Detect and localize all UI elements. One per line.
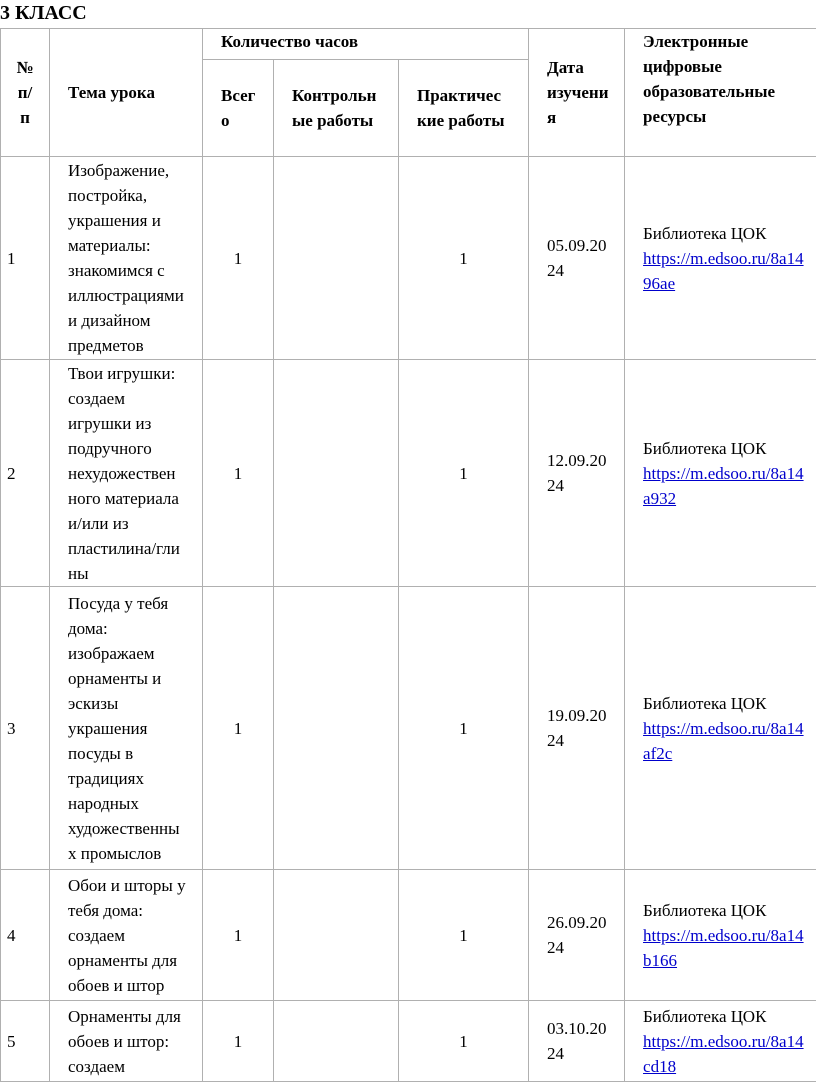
- row-resources: [625, 360, 816, 587]
- row-date: 12.09.20 24: [529, 360, 625, 587]
- row-date: 05.09.20 24: [529, 157, 625, 360]
- row-topic: Посуда у тебя дома: изображаем орнаменты и эскизы украшения посуды в традициях народных художественны х промыслов: [50, 587, 203, 870]
- resource-link[interactable]: https://m.edsoo.ru/8a14 af2c: [643, 716, 816, 766]
- row-total: 1: [203, 157, 274, 360]
- row-total: 1: [203, 1001, 274, 1082]
- table-row: [1, 870, 816, 1001]
- library-label: Библиотека ЦОК: [643, 691, 816, 716]
- row-resources: [625, 157, 816, 360]
- library-label: Библиотека ЦОК: [643, 221, 816, 246]
- header-control: Контрольн ые работы: [274, 60, 399, 157]
- row-resources: [625, 870, 816, 1001]
- table-row: [1, 157, 816, 360]
- header-practice: Практичес кие работы: [399, 60, 529, 157]
- library-label: Библиотека ЦОК: [643, 898, 816, 923]
- resource-link[interactable]: https://m.edsoo.ru/8a14 a932: [643, 461, 816, 511]
- row-topic: Твои игрушки: создаем игрушки из подручного нехудожествен ного материала и/или из пластилина/гли ны: [50, 360, 203, 587]
- row-date: 03.10.20 24: [529, 1001, 625, 1082]
- resource-link[interactable]: https://m.edsoo.ru/8a14 96ae: [643, 246, 816, 296]
- row-total: 1: [203, 587, 274, 870]
- row-practice: 1: [399, 870, 529, 1001]
- row-date: 19.09.20 24: [529, 587, 625, 870]
- header-date: Дата изучени я: [529, 29, 625, 157]
- row-control: [274, 360, 399, 587]
- library-label: Библиотека ЦОК: [643, 436, 816, 461]
- header-hours: Количество часов: [203, 29, 529, 60]
- header-num: № п/ п: [1, 29, 50, 157]
- row-total: 1: [203, 870, 274, 1001]
- resource-link[interactable]: https://m.edsoo.ru/8a14 b166: [643, 923, 816, 973]
- row-date: 26.09.20 24: [529, 870, 625, 1001]
- row-topic: Изображение, постройка, украшения и материалы: знакомимся с иллюстрациями и дизайном предметов: [50, 157, 203, 360]
- row-total: 1: [203, 360, 274, 587]
- table-row: [1, 360, 816, 587]
- row-resources: [625, 1001, 816, 1082]
- table-row: [1, 587, 816, 870]
- row-num: 3: [1, 587, 50, 870]
- table-row: [1, 1001, 816, 1082]
- row-control: [274, 587, 399, 870]
- row-control: [274, 1001, 399, 1082]
- row-num: 5: [1, 1001, 50, 1082]
- resource-link[interactable]: https://m.edsoo.ru/8a14 cd18: [643, 1029, 816, 1079]
- page-title: 3 КЛАСС: [0, 0, 87, 26]
- library-label: Библиотека ЦОК: [643, 1004, 816, 1029]
- header-resources: Электронные цифровые образовательные ресурсы: [625, 29, 816, 157]
- header-total: Всег о: [203, 60, 274, 157]
- row-practice: 1: [399, 587, 529, 870]
- row-topic: Обои и шторы у тебя дома: создаем орнаменты для обоев и штор: [50, 870, 203, 1001]
- lessons-table: [0, 28, 816, 1082]
- row-control: [274, 870, 399, 1001]
- row-resources: [625, 587, 816, 870]
- row-num: 2: [1, 360, 50, 587]
- row-practice: 1: [399, 360, 529, 587]
- header-row-1: [1, 29, 816, 60]
- row-topic: Орнаменты для обоев и штор: создаем: [50, 1001, 203, 1082]
- row-num: 4: [1, 870, 50, 1001]
- row-practice: 1: [399, 1001, 529, 1082]
- row-control: [274, 157, 399, 360]
- row-practice: 1: [399, 157, 529, 360]
- row-num: 1: [1, 157, 50, 360]
- header-topic: Тема урока: [50, 29, 203, 157]
